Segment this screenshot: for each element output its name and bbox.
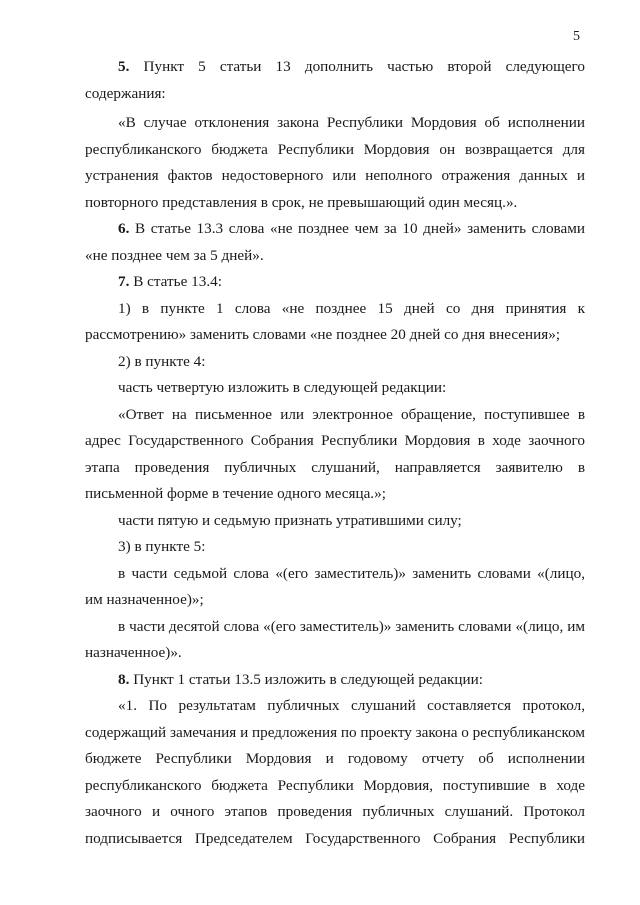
paragraph-text: части пятую и седьмую признать утратившими силу; xyxy=(118,511,462,529)
paragraph-subitem-1 xyxy=(85,296,585,349)
paragraph-subitem-3 xyxy=(85,534,585,561)
item-number: 5. xyxy=(118,58,130,75)
paragraph-text: часть четвертую изложить в следующей редакции: xyxy=(118,379,447,396)
paragraph-item-5 xyxy=(85,54,585,107)
paragraph-subitem-2 xyxy=(85,349,585,376)
paragraph-text: «В случае отклонения закона Республики Мордовия об исполнении республиканского бюджета Республики Мордовия он возвращается для устранения фактов недостоверного или неполного отражения данных и повторного представления в срок, не превышающий один месяц.». xyxy=(85,114,585,211)
paragraph-text: В статье 13.4: xyxy=(129,273,222,290)
paragraph-part-seven xyxy=(85,561,585,614)
page-number: 5 xyxy=(573,29,580,44)
paragraph-text: Пункт 1 статьи 13.5 изложить в следующей редакции: xyxy=(129,670,483,688)
paragraph-text: 3) в пункте 5: xyxy=(118,538,206,555)
paragraph-text: в части седьмой слова «(его заместитель)» заменить словами «(лицо, им назначенное)»; xyxy=(85,564,585,608)
paragraph-part-four xyxy=(85,375,585,402)
paragraph-text: 2) в пункте 4: xyxy=(118,352,206,370)
item-number: 8. xyxy=(118,670,130,688)
paragraph-item-6 xyxy=(85,216,585,269)
paragraph-text: В статье 13.3 слова «не позднее чем за 10 дней» заменить словами «не позднее чем за 5 дней». xyxy=(85,220,585,264)
paragraph-text: «1. По результатам публичных слушаний составляется протокол, содержащий замечания и предложения по проекту закона о республиканском бюджете Республики Мордовия и годовому отчету об исполнении республиканского бюджета Республики Мордовия, поступившие в ходе заочного и очного этапов проведения публичных слушаний. Протокол подписывается Председателем Государственного Собрания Республики xyxy=(85,697,585,847)
paragraph-text: в части десятой слова «(его заместитель)» заменить словами «(лицо, им назначенное)». xyxy=(85,617,585,661)
paragraph-text: Пункт 5 статьи 13 дополнить частью второй следующего содержания: xyxy=(85,58,585,102)
paragraph-quote-7 xyxy=(85,402,585,508)
paragraph-quote-5 xyxy=(85,110,585,216)
paragraph-part-ten xyxy=(85,614,585,667)
paragraph-text: 1) в пункте 1 слова «не позднее 15 дней со дня принятия к рассмотрению» заменить словами «не позднее 20 дней со дня внесения»; xyxy=(85,299,585,343)
document-body xyxy=(85,54,585,852)
paragraph-text: «Ответ на письменное или электронное обращение, поступившее в адрес Государственного Собрания Республики Мордовия в ходе заочного этапа проведения публичных слушаний, направляется заявителю в письменной форме в течение одного месяца.»; xyxy=(85,405,585,502)
paragraph-parts-repeal xyxy=(85,508,585,535)
paragraph-item-7 xyxy=(85,269,585,296)
paragraph-quote-8 xyxy=(85,693,585,852)
paragraph-item-8 xyxy=(85,667,585,694)
item-number: 6. xyxy=(118,220,130,237)
item-number: 7. xyxy=(118,273,130,290)
